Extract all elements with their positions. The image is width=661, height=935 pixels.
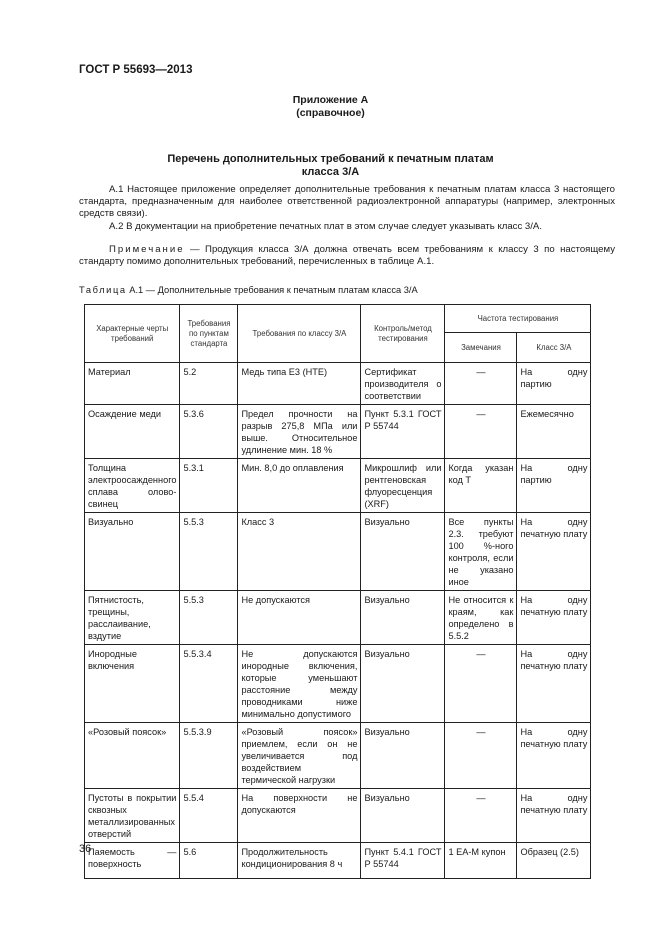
caption-label: Таблица — [79, 285, 127, 295]
cell-characteristic: Пустоты в покрытии сквозных металлизированных отверстий — [85, 789, 180, 843]
cell-clause: 5.5.3 — [180, 591, 238, 645]
cell-notes: Все пункты 2.3. требуют 100 %-ного контроля, если не указано иное — [445, 513, 517, 591]
table-row — [85, 723, 591, 789]
cell-characteristic: Пятнистость, трещины, расслаивание, вздутие — [85, 591, 180, 645]
cell-characteristic: Толщина электроосажденного сплава олово-свинец — [85, 459, 180, 513]
cell-frequency: На одну печатную плату — [517, 789, 591, 843]
cell-control-method: Пункт 5.3.1 ГОСТ Р 55744 — [361, 405, 445, 459]
cell-clause: 5.2 — [180, 363, 238, 405]
note-label: Примечание — [109, 244, 185, 255]
cell-frequency: Образец (2.5) — [517, 843, 591, 879]
section-title-line2: класса 3/А — [301, 166, 360, 178]
cell-clause: 5.5.3 — [180, 513, 238, 591]
cell-clause: 5.3.1 — [180, 459, 238, 513]
appendix-subtitle: (справочное) — [296, 107, 365, 119]
cell-frequency: На одну печатную плату — [517, 513, 591, 591]
cell-requirement: Медь типа Е3 (HTE) — [238, 363, 361, 405]
cell-notes: Когда указан код Т — [445, 459, 517, 513]
cell-control-method: Визуально — [361, 645, 445, 723]
cell-control-method: Микрошлиф или рентгеновская флуоресценция (XRF) — [361, 459, 445, 513]
cell-requirement: Мин. 8,0 до оплавления — [238, 459, 361, 513]
cell-requirement: Предел прочности на разрыв 275,8 МПа или выше. Относительное удлинение мин. 18 % — [238, 405, 361, 459]
cell-frequency: На одну печатную плату — [517, 645, 591, 723]
cell-clause: 5.3.6 — [180, 405, 238, 459]
appendix-title: Приложение А — [292, 94, 369, 106]
table-row — [85, 843, 591, 879]
cell-requirement: Не допускаются — [238, 591, 361, 645]
cell-clause: 5.5.4 — [180, 789, 238, 843]
cell-requirement: Не допускаются инородные включения, которые уменьшают расстояние между проводниками ниже минимально допустимого — [238, 645, 361, 723]
cell-frequency: На одну партию — [517, 459, 591, 513]
cell-clause: 5.5.3.9 — [180, 723, 238, 789]
cell-frequency: Ежемесячно — [517, 405, 591, 459]
cell-control-method: Визуально — [361, 513, 445, 591]
note-text: — Продукция класса 3/А должна отвечать всем требованиям к классу 3 по настоящему стандарту помимо дополнительных требований, перечисленных в таблице А.1. — [79, 244, 615, 268]
header-class-3a: Класс 3/А — [517, 333, 591, 363]
cell-characteristic: Паяемость — поверхность — [85, 843, 180, 879]
cell-requirement: Класс 3 — [238, 513, 361, 591]
caption-text: А.1 — Дополнительные требования к печатным платам класса 3/А — [126, 285, 418, 295]
cell-control-method: Визуально — [361, 789, 445, 843]
cell-control-method: Пункт 5.4.1 ГОСТ Р 55744 — [361, 843, 445, 879]
document-header: ГОСТ Р 55693—2013 — [79, 64, 193, 76]
cell-notes: — — [445, 789, 517, 843]
header-characteristics: Характерные черты требований — [85, 305, 180, 363]
header-test-frequency: Частота тестирования — [445, 305, 591, 333]
header-requirements: Требования по классу 3/А — [238, 305, 361, 363]
cell-frequency: На одну партию — [517, 363, 591, 405]
cell-requirement: Продолжительность кондиционирования 8 ч — [238, 843, 361, 879]
cell-characteristic: Визуально — [85, 513, 180, 591]
section-title-line1: Перечень дополнительных требований к печатным платам — [167, 153, 494, 165]
header-control-method: Контроль/метод тестирования — [361, 305, 445, 363]
table-row — [85, 645, 591, 723]
cell-notes: Не относится к краям, как определено в 5.5.2 — [445, 591, 517, 645]
cell-characteristic: «Розовый поясок» — [85, 723, 180, 789]
cell-characteristic: Инородные включения — [85, 645, 180, 723]
table-row — [85, 591, 591, 645]
cell-control-method: Визуально — [361, 723, 445, 789]
header-clauses: Требования по пунктам стандарта — [180, 305, 238, 363]
paragraph-a1: А.1 Настоящее приложение определяет дополнительные требования к печатным платам класса 3 настоящего стандарта, предназначенным для наиболее ответственной радиоэлектронной аппаратуры (например, электронных средств связи). — [79, 184, 615, 220]
cell-notes: — — [445, 405, 517, 459]
requirements-table — [84, 304, 591, 879]
table-row — [85, 513, 591, 591]
cell-clause: 5.6 — [180, 843, 238, 879]
cell-characteristic: Осаждение меди — [85, 405, 180, 459]
table-row — [85, 789, 591, 843]
table-caption — [79, 285, 418, 295]
cell-characteristic: Материал — [85, 363, 180, 405]
cell-notes: — — [445, 723, 517, 789]
cell-notes: — — [445, 363, 517, 405]
cell-notes: — — [445, 645, 517, 723]
cell-clause: 5.5.3.4 — [180, 645, 238, 723]
cell-control-method: Визуально — [361, 591, 445, 645]
table-row — [85, 459, 591, 513]
cell-requirement: «Розовый поясок» приемлем, если он не увеличивается под воздействием термической нагрузки — [238, 723, 361, 789]
table-row — [85, 405, 591, 459]
cell-frequency: На одну печатную плату — [517, 591, 591, 645]
note-paragraph — [79, 244, 615, 268]
table-row — [85, 363, 591, 405]
header-notes: Замечания — [445, 333, 517, 363]
cell-control-method: Сертификат производителя о соответствии — [361, 363, 445, 405]
paragraph-a2: А.2 В документации на приобретение печатных плат в этом случае следует указывать класс 3/А. — [109, 221, 543, 232]
cell-notes: 1 EA-M купон — [445, 843, 517, 879]
page-number: 36 — [79, 843, 92, 855]
cell-requirement: На поверхности не допускаются — [238, 789, 361, 843]
cell-frequency: На одну печатную плату — [517, 723, 591, 789]
